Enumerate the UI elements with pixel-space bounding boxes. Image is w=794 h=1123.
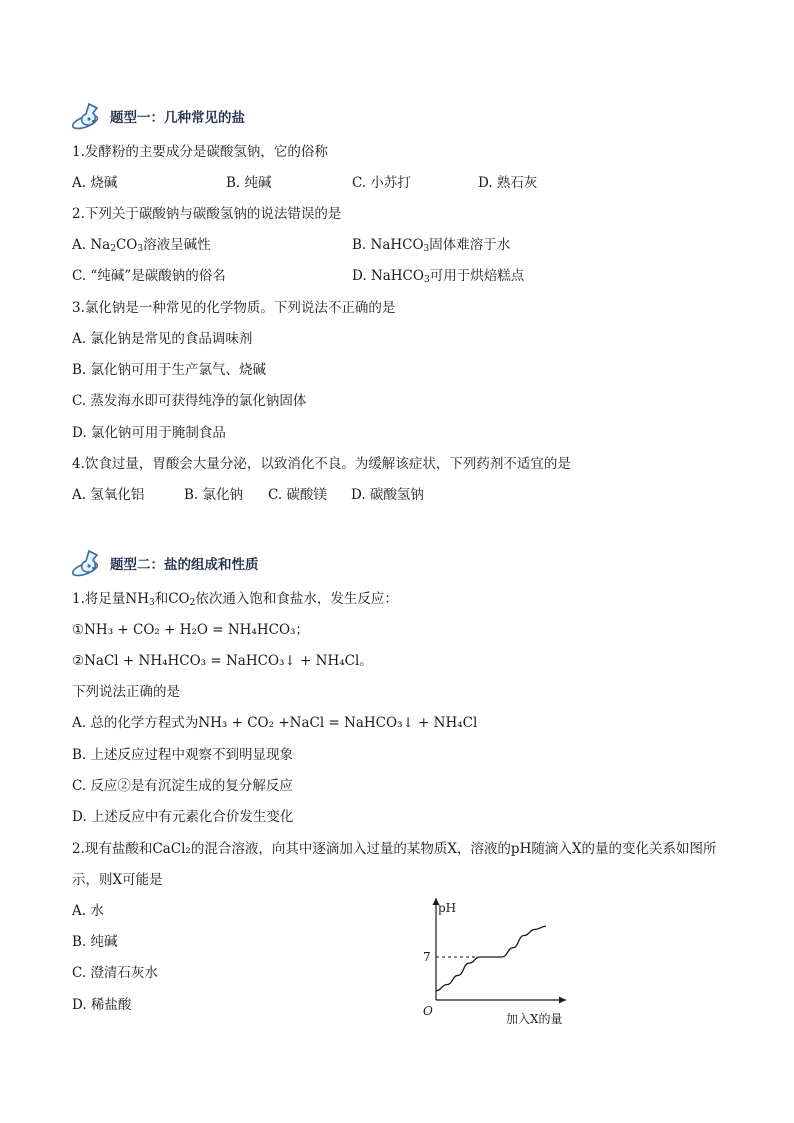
s1-q2-option-d: D. NaHCO$_3$可用于烘焙糕点	[352, 268, 525, 285]
s1-q2-option-c: C. “纯碱”是碳酸钠的俗名	[72, 268, 226, 284]
s1-q1-option-c: C. 小苏打	[352, 175, 411, 191]
s1-q3-stem: 3.氯化钠是一种常见的化学物质。下列说法不正确的是	[72, 300, 396, 316]
s2-q2-stem-line2: 示，则X可能是	[72, 872, 163, 888]
section1-header	[70, 100, 245, 132]
s1-q4-stem: 4.饮食过量，胃酸会大量分泌，以致消化不良。为缓解该症状，下列药剂不适宜的是	[72, 456, 571, 472]
s2-q1-equation-1: ①NH₃ + CO₂ + H₂O = NH₄HCO₃；	[72, 622, 309, 638]
section2-header	[70, 547, 259, 579]
ph-curve	[436, 926, 546, 991]
s2-q2-stem-line1: 2.现有盐酸和CaCl₂的混合溶液，向其中逐滴加入过量的某物质X，溶液的pH随滴入X的量的变化关系如图所	[72, 841, 717, 857]
s1-q3-option-a: A. 氯化钠是常见的食品调味剂	[72, 331, 253, 347]
s1-q3-option-d: D. 氯化钠可用于腌制食品	[72, 425, 226, 441]
origin-label: O	[423, 1004, 433, 1018]
y-tick-label-7: 7	[423, 950, 431, 964]
s2-q1-option-a: A. 总的化学方程式为NH₃ + CO₂ +NaCl = NaHCO₃↓ + NH₄Cl	[72, 715, 478, 731]
s2-q1-option-d: D. 上述反应中有元素化合价发生变化	[72, 809, 294, 825]
s1-q3-option-b: B. 氯化钠可用于生产氯气、烧碱	[72, 362, 267, 378]
flask-icon	[70, 547, 104, 579]
s1-q4-option-a: A. 氢氧化铝	[72, 487, 145, 503]
s1-q1-option-d: D. 熟石灰	[478, 175, 538, 191]
s1-q4-option-c: C. 碳酸镁	[268, 487, 327, 503]
x-axis-label: 加入X的量	[506, 1012, 563, 1026]
s2-q1-option-b: B. 上述反应过程中观察不到明显现象	[72, 747, 294, 763]
s1-q3-option-c: C. 蒸发海水即可获得纯净的氯化钠固体	[72, 393, 307, 409]
s2-q1-option-c: C. 反应②是有沉淀生成的复分解反应	[72, 778, 293, 794]
s1-q4-option-b: B. 氯化钠	[184, 487, 244, 503]
s1-q1-stem: 1.发酵粉的主要成分是碳酸氢钠，它的俗称	[72, 144, 328, 160]
s1-q2-option-b: B. NaHCO$_3$固体难溶于水	[352, 237, 511, 254]
s2-q2-option-d: D. 稀盐酸	[72, 997, 132, 1013]
s2-q1-stem: 1.将足量$NH_3$和$CO_2$依次通入饱和食盐水，发生反应：	[72, 591, 398, 608]
ph-chart	[416, 892, 596, 1032]
s1-q1-option-b: B. 纯碱	[226, 175, 272, 191]
s1-q4-option-d: D. 碳酸氢钠	[351, 487, 424, 503]
s2-q1-lead: 下列说法正确的是	[72, 684, 180, 700]
s2-q2-option-c: C. 澄清石灰水	[72, 965, 158, 981]
section2-title: 题型二：盐的组成和性质	[110, 557, 259, 573]
s1-q1-option-a: A. 烧碱	[72, 175, 118, 191]
flask-icon	[70, 100, 104, 132]
y-axis-label: pH	[438, 901, 457, 915]
s1-q2-option-a: A. $Na_2CO_3$溶液呈碱性	[72, 237, 211, 254]
s2-q2-option-a: A. 水	[72, 903, 104, 919]
s2-q1-equation-2: ②NaCl + NH₄HCO₃ = NaHCO₃↓ + NH₄Cl。	[72, 653, 373, 669]
s2-q2-option-b: B. 纯碱	[72, 934, 118, 950]
s1-q2-stem: 2.下列关于碳酸钠与碳酸氢钠的说法错误的是	[72, 206, 342, 222]
section1-title: 题型一：几种常见的盐	[110, 110, 245, 126]
